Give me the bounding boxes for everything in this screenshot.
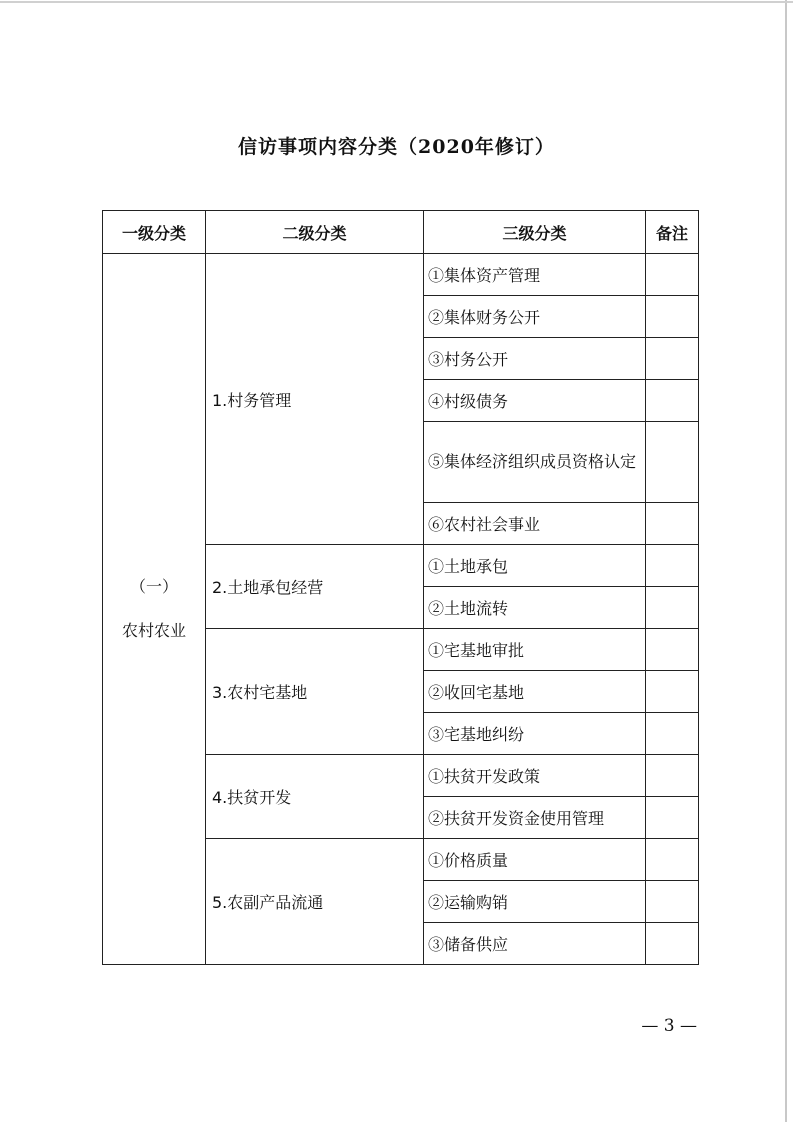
page-number: — 3 — <box>641 1016 697 1036</box>
level2-cell: 5.农副产品流通 <box>206 839 424 965</box>
remark-cell <box>646 338 699 380</box>
level3-cell: ①集体资产管理 <box>424 254 646 296</box>
header-level3: 三级分类 <box>424 211 646 254</box>
level3-cell: ①扶贫开发政策 <box>424 755 646 797</box>
remark-cell <box>646 755 699 797</box>
level2-cell: 4.扶贫开发 <box>206 755 424 839</box>
remark-cell <box>646 881 699 923</box>
remark-cell <box>646 254 699 296</box>
remark-cell <box>646 503 699 545</box>
remark-cell <box>646 587 699 629</box>
remark-cell <box>646 296 699 338</box>
level1-index: （一） <box>129 577 178 596</box>
header-remarks: 备注 <box>646 211 699 254</box>
remark-cell <box>646 839 699 881</box>
remark-cell <box>646 629 699 671</box>
level3-cell: ①土地承包 <box>424 545 646 587</box>
level3-cell: ②集体财务公开 <box>424 296 646 338</box>
level3-cell: ②扶贫开发资金使用管理 <box>424 797 646 839</box>
classification-table <box>102 210 699 965</box>
table-header-row <box>103 211 699 254</box>
table-row <box>103 254 699 296</box>
level3-cell: ⑤集体经济组织成员资格认定 <box>424 422 646 503</box>
remark-cell <box>646 797 699 839</box>
level3-cell: ③宅基地纠纷 <box>424 713 646 755</box>
level3-cell: ①宅基地审批 <box>424 629 646 671</box>
remark-cell <box>646 671 699 713</box>
remark-cell <box>646 380 699 422</box>
level3-cell: ③储备供应 <box>424 923 646 965</box>
header-level2: 二级分类 <box>206 211 424 254</box>
remark-cell <box>646 422 699 503</box>
level3-cell: ③村务公开 <box>424 338 646 380</box>
level2-cell: 3.农村宅基地 <box>206 629 424 755</box>
level3-cell: ②运输购销 <box>424 881 646 923</box>
document-title: 信访事项内容分类（2020年修订） <box>238 136 555 158</box>
remark-cell <box>646 713 699 755</box>
level1-cell <box>103 254 206 965</box>
remark-cell <box>646 923 699 965</box>
level3-cell: ①价格质量 <box>424 839 646 881</box>
level3-cell: ⑥农村社会事业 <box>424 503 646 545</box>
level3-cell: ②土地流转 <box>424 587 646 629</box>
level1-name: 农村农业 <box>121 621 186 640</box>
level2-cell: 2.土地承包经营 <box>206 545 424 629</box>
header-level1: 一级分类 <box>103 211 206 254</box>
level3-cell: ②收回宅基地 <box>424 671 646 713</box>
remark-cell <box>646 545 699 587</box>
level2-cell: 1.村务管理 <box>206 254 424 545</box>
level3-cell: ④村级债务 <box>424 380 646 422</box>
